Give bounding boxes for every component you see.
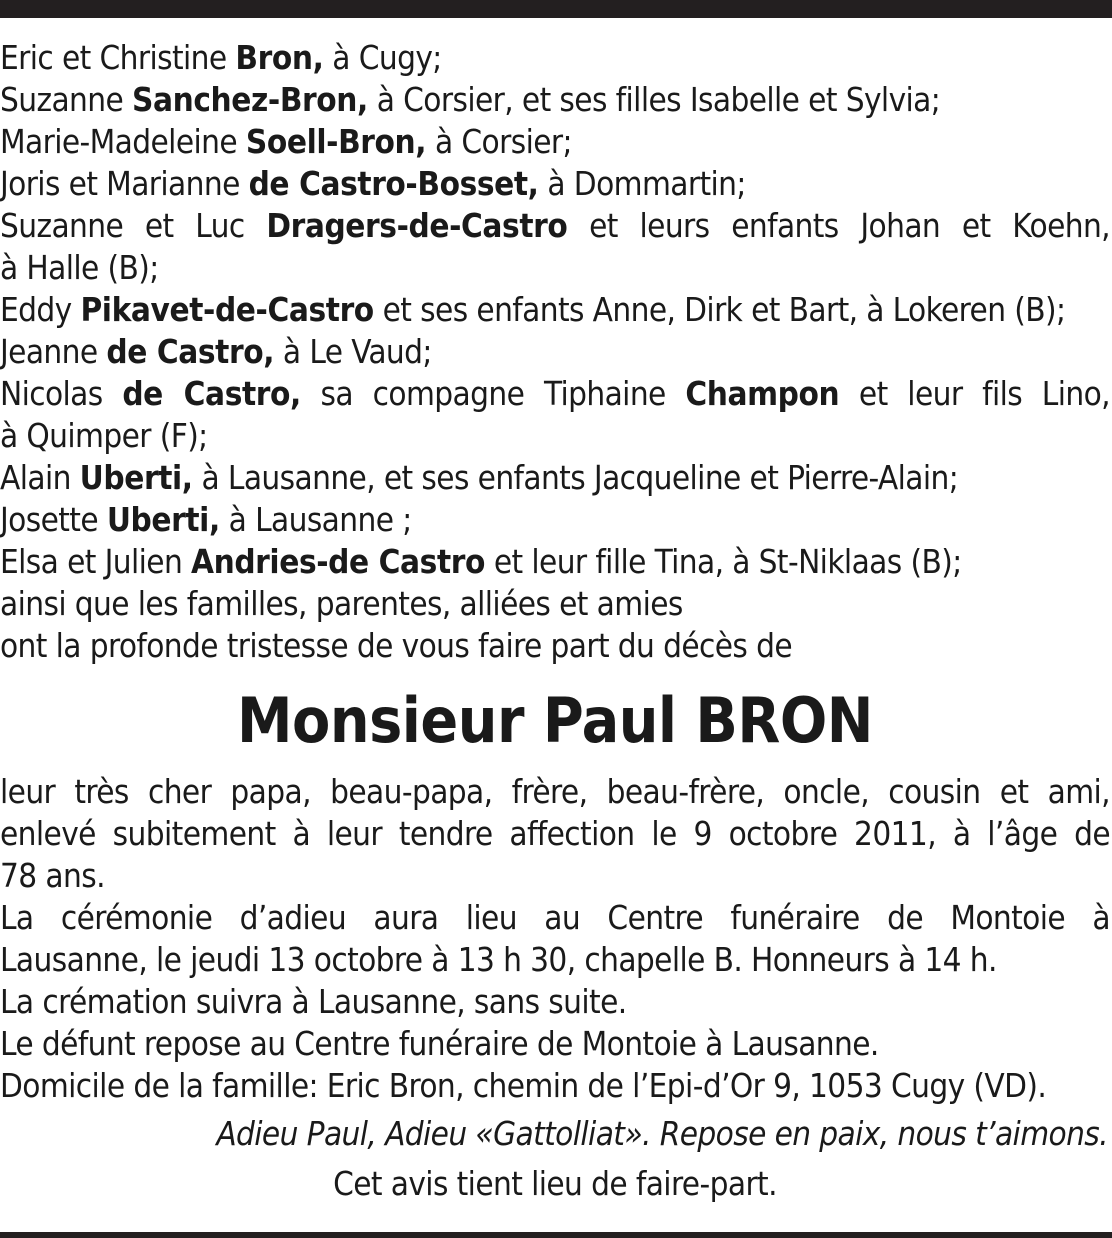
domicile-line: Domicile de la famille: Eric Bron, chemin de l’Epi-d’Or 9, 1053 Cugy (VD).	[0, 1066, 1047, 1105]
mourner-line: Joris et Marianne de Castro-Bosset, à Dommartin;	[0, 164, 746, 203]
mourner-line: Alain Uberti, à Lausanne, et ses enfants Jacqueline et Pierre-Alain;	[0, 458, 959, 497]
mourner-line: Suzanne Sanchez-Bron, à Corsier, et ses filles Isabelle et Sylvia;	[0, 80, 941, 119]
mourner-line-continued: à Halle (B);	[0, 248, 159, 287]
mourner-line: Marie-Madeleine Soell-Bron, à Corsier;	[0, 122, 572, 161]
closing-line: Cet avis tient lieu de faire-part.	[333, 1164, 777, 1203]
ceremony-line: La cérémonie d’adieu aura lieu au Centre funéraire de Montoie à	[0, 898, 1110, 937]
farewell-message: Adieu Paul, Adieu «Gattolliat». Repose en paix, nous t’aimons.	[216, 1114, 1108, 1153]
ceremony-line: Lausanne, le jeudi 13 octobre à 13 h 30, chapelle B. Honneurs à 14 h.	[0, 940, 997, 979]
mourner-line: Elsa et Julien Andries-de Castro et leur fille Tina, à St-Niklaas (B);	[0, 542, 962, 581]
mourner-line: Josette Uberti, à Lausanne ;	[0, 500, 412, 539]
mourner-line: Eric et Christine Bron, à Cugy;	[0, 38, 442, 77]
rests-line: Le défunt repose au Centre funéraire de Montoie à Lausanne.	[0, 1024, 879, 1063]
cremation-line: La crémation suivra à Lausanne, sans suite.	[0, 982, 627, 1021]
death-date-line: enlevé subitement à leur tendre affection le 9 octobre 2011, à l’âge de	[0, 814, 1110, 853]
top-rule	[0, 0, 1112, 18]
mourner-line-continued: à Quimper (F);	[0, 416, 208, 455]
mourner-line: Nicolas de Castro, sa compagne Tiphaine Champon et leur fils Lino,	[0, 374, 1110, 413]
deceased-name: Monsieur Paul BRON	[237, 684, 873, 757]
relation-line: leur très cher papa, beau-papa, frère, beau-frère, oncle, cousin et ami,	[0, 772, 1110, 811]
announcement-line: ont la profonde tristesse de vous faire part du décès de	[0, 626, 793, 665]
death-notice	[0, 37, 1110, 1205]
bottom-rule	[0, 1232, 1112, 1238]
mourner-line: Eddy Pikavet-de-Castro et ses enfants Anne, Dirk et Bart, à Lokeren (B);	[0, 290, 1066, 329]
mourners-list	[0, 37, 1110, 583]
mourner-line: Jeanne de Castro, à Le Vaud;	[0, 332, 432, 371]
mourner-line: Suzanne et Luc Dragers-de-Castro et leurs enfants Johan et Koehn,	[0, 206, 1111, 245]
families-line: ainsi que les familles, parentes, alliées et amies	[0, 584, 683, 623]
age-line: 78 ans.	[0, 856, 105, 895]
